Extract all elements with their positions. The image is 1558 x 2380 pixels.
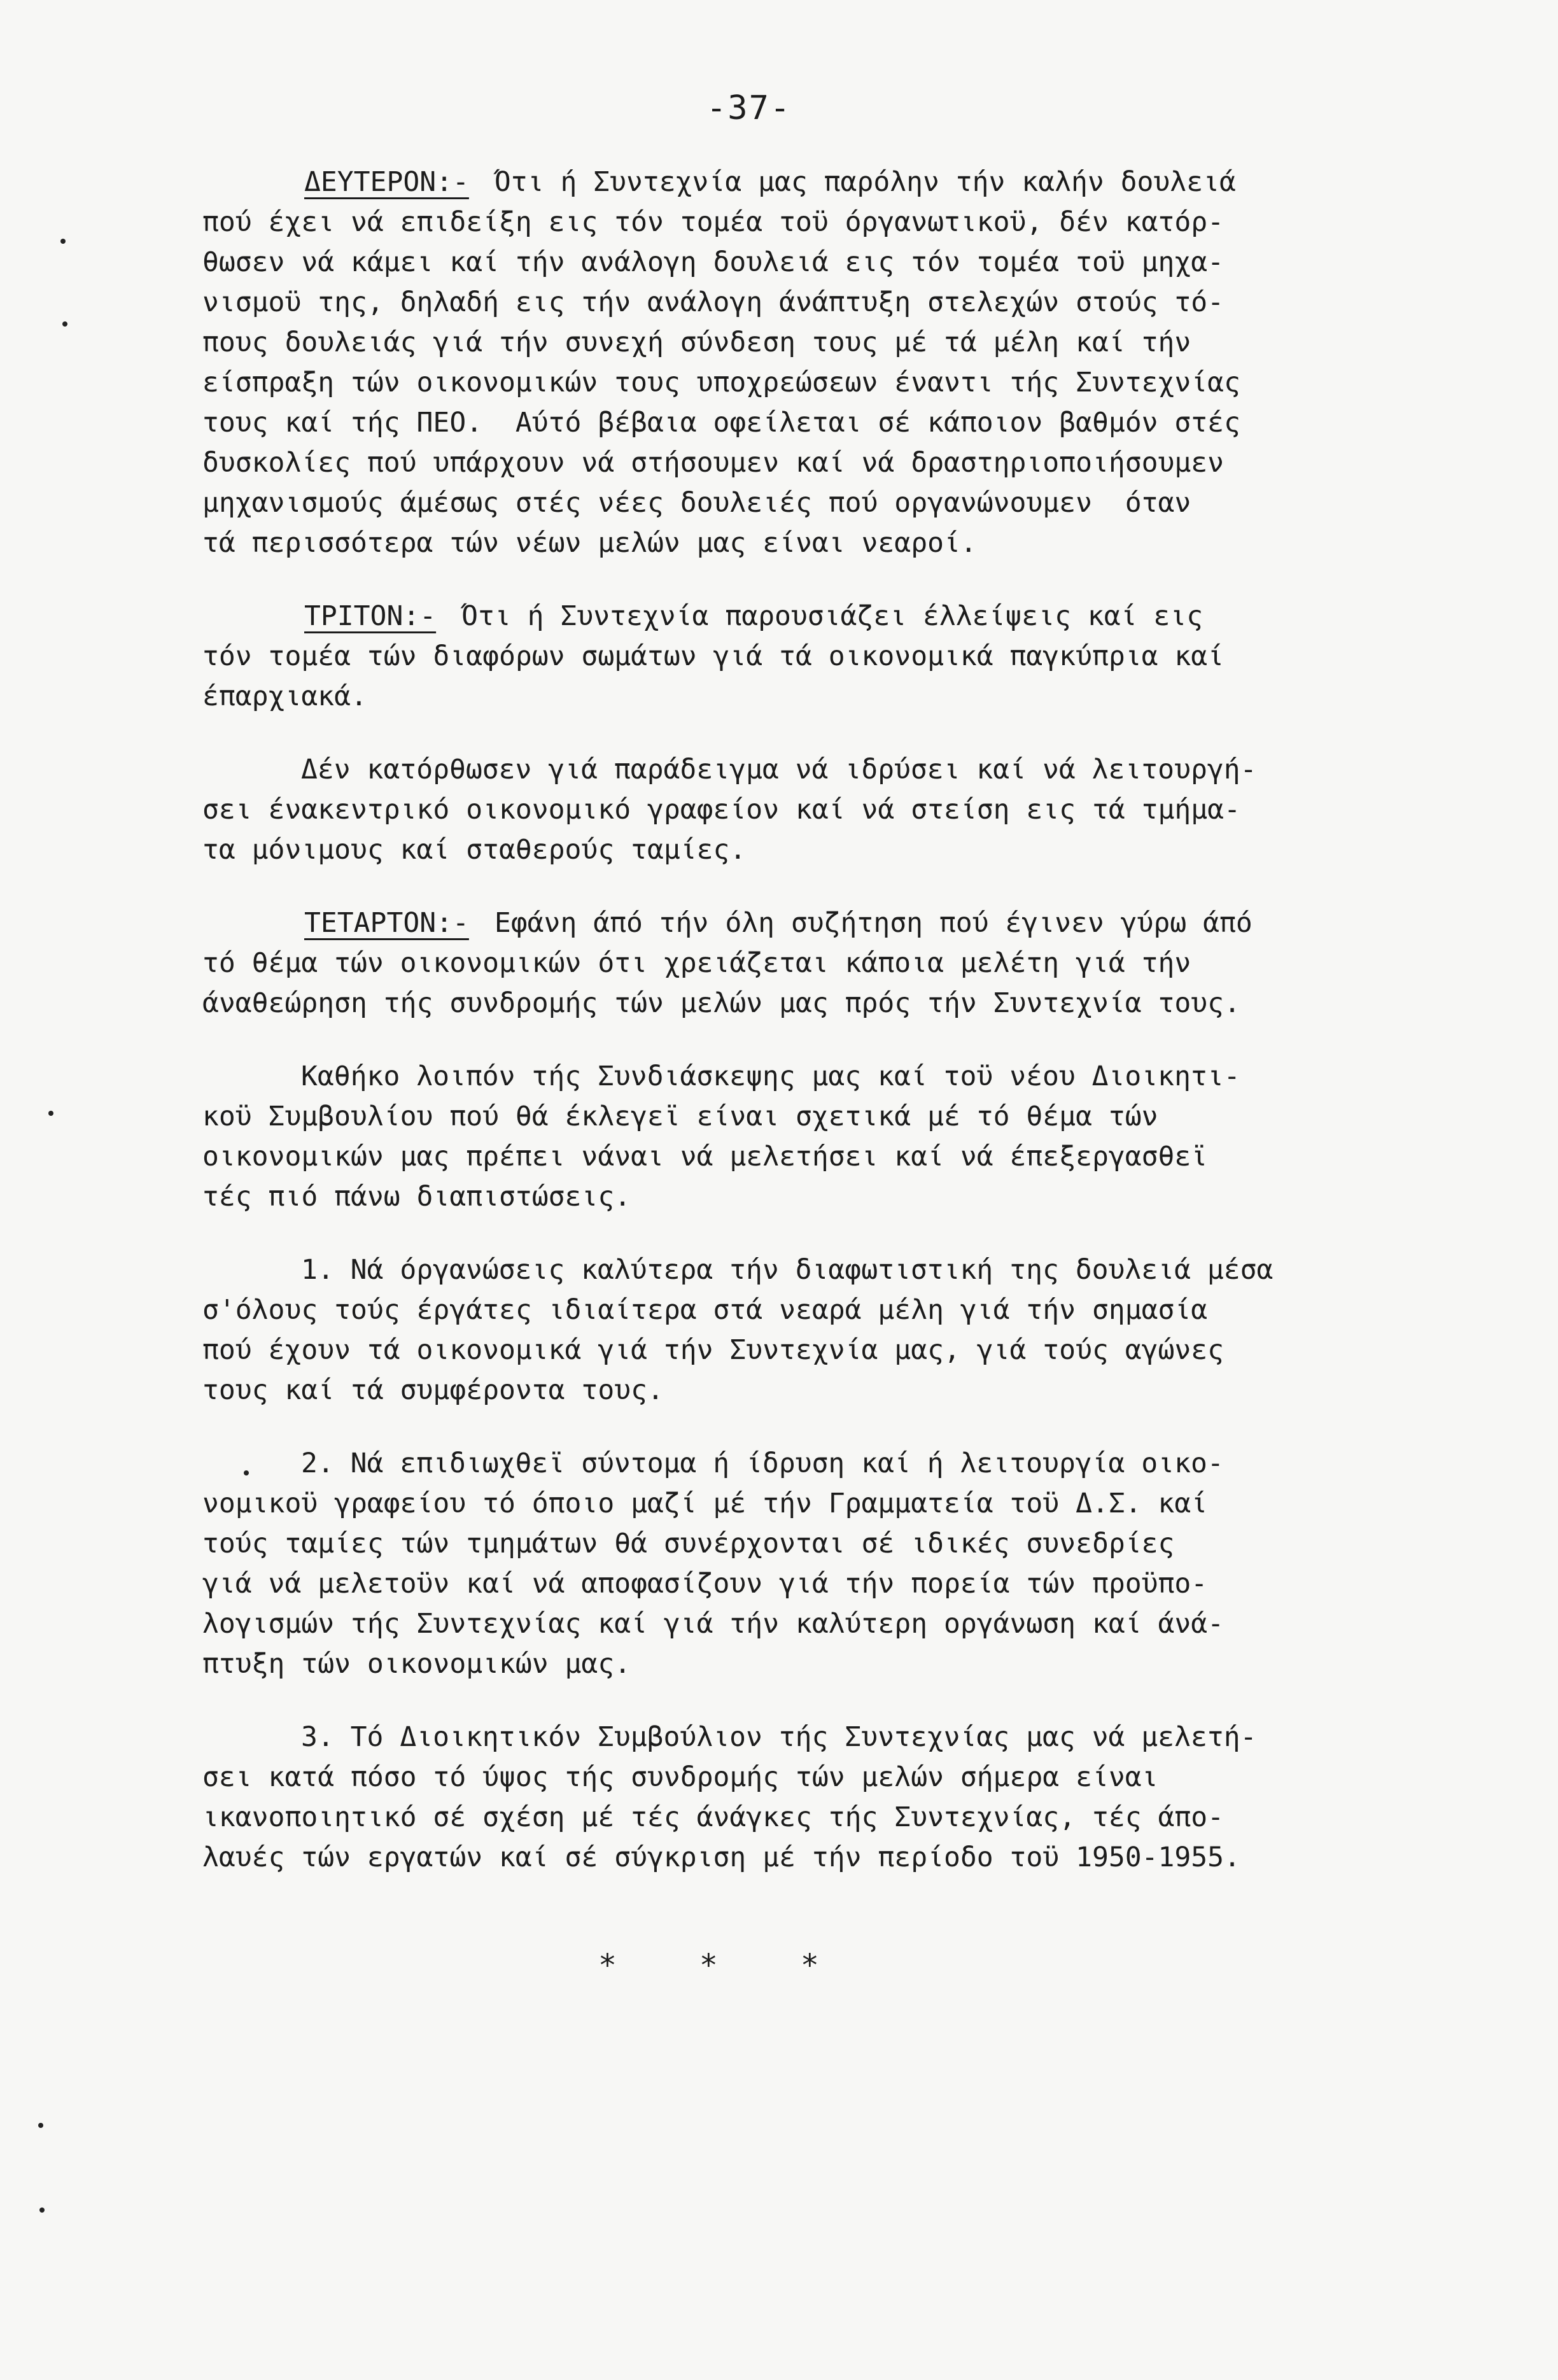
list-item-first-line: 3. Τό Διοικητικόν Συμβούλιον τής Συντεχνίας μας νά μελετή- xyxy=(301,1721,1257,1753)
paragraph-line: τά περισσότερα τών νέων μελών μας είναι νεαροί. xyxy=(202,527,977,559)
paragraph-line: τόν τομέα τών διαφόρων σωμάτων γιά τά οικονομικά παγκύπρια καί xyxy=(202,640,1225,672)
paragraph-line: τους καί τά συμφέροντα τους. xyxy=(202,1374,664,1406)
paragraph-line: νισμοϋ της, δηλαδή εις τήν ανάλογη άνάπτυξη στελεχών στούς τό- xyxy=(202,286,1225,318)
paragraph-line: άναθεώρηση τής συνδρομής τών μελών μας πρός τήν Συντεχνία τους. xyxy=(202,987,1240,1019)
section-first-line: Ότι ή Συντεχνία παρουσιάζει έλλείψεις καί εις xyxy=(461,600,1204,632)
section-third xyxy=(202,596,1469,717)
paragraph-block xyxy=(202,750,1469,870)
section-first-line: Εφάνη άπό τήν όλη συζήτηση πού έγινεν γύρω άπό xyxy=(494,907,1253,939)
section-heading-row xyxy=(202,596,1469,637)
section-first-line: Ότι ή Συντεχνία μας παρόλην τήν καλήν δουλειά xyxy=(494,166,1236,198)
section-heading-row xyxy=(202,903,1469,943)
paragraph-line: πού έχουν τά οικονομικά γιά τήν Συντεχνία μας, γιά τούς αγώνες xyxy=(202,1334,1225,1366)
star-glyph: * xyxy=(598,1948,617,1983)
section-second xyxy=(202,162,1469,563)
list-item-1 xyxy=(202,1250,1469,1411)
scan-speck xyxy=(38,2123,43,2128)
paragraph-line: σει κατά πόσο τό ύψος τής συνδρομής τών μελών σήμερα είναι xyxy=(202,1761,1158,1793)
scan-speck xyxy=(244,1470,249,1475)
list-item-3 xyxy=(202,1717,1469,1878)
section-heading: ΤΡΙΤΟΝ:- xyxy=(304,600,437,632)
page-number: -37- xyxy=(706,89,792,127)
paragraph-line: πτυξη τών οικονομικών μας. xyxy=(202,1648,631,1680)
star-glyph: * xyxy=(699,1948,718,1983)
paragraph-line: πού έχει νά επιδείξη εις τόν τομέα τοϋ όργανωτικοϋ, δέν κατόρ- xyxy=(202,206,1225,238)
paragraph-line: έπαρχιακά. xyxy=(202,680,367,712)
paragraph-line: μηχανισμούς άμέσως στές νέες δουλειές πού οργανώνουμεν όταν xyxy=(202,487,1191,519)
scan-speck xyxy=(62,321,67,327)
list-item-first-line: 1. Νά όργανώσεις καλύτερα τήν διαφωτιστική της δουλειά μέσα xyxy=(301,1254,1274,1286)
section-heading-row xyxy=(202,162,1469,202)
paragraph-line: οικονομικών μας πρέπει νάναι νά μελετήσει καί νά έπεξεργασθεϊ xyxy=(202,1141,1208,1172)
paragraph-line: νομικοϋ γραφείου τό όποιο μαζί μέ τήν Γραμματεία τοϋ Δ.Σ. καί xyxy=(202,1488,1208,1519)
section-heading: ΔΕΥΤΕΡΟΝ:- xyxy=(304,166,469,198)
paragraph-line: πους δουλειάς γιά τήν συνεχή σύνδεση τους μέ τά μέλη καί τήν xyxy=(202,327,1191,358)
paragraph-line: γιά νά μελετοϋν καί νά αποφασίζουν γιά τήν πορεία τών προϋπο- xyxy=(202,1568,1208,1600)
scan-speck xyxy=(39,2207,45,2213)
scan-speck xyxy=(60,239,66,244)
list-item-2 xyxy=(202,1444,1469,1684)
paragraph-line: θωσεν νά κάμει καί τήν ανάλογη δουλειά εις τόν τομέα τοϋ μηχα- xyxy=(202,246,1225,278)
paragraph-line: κοϋ Συμβουλίου πού θά έκλεγεϊ είναι σχετικά μέ τό θέμα τών xyxy=(202,1101,1158,1132)
list-item-first-line: 2. Νά επιδιωχθεϊ σύντομα ή ίδρυση καί ή λειτουργία οικο- xyxy=(301,1447,1224,1479)
paragraph-line: λαυές τών εργατών καί σέ σύγκριση μέ τήν περίοδο τοϋ 1950-1955. xyxy=(202,1841,1240,1873)
scan-speck xyxy=(48,1111,53,1116)
paragraph-line: σ'όλους τούς έργάτες ιδιαίτερα στά νεαρά μέλη γιά τήν σημασία xyxy=(202,1294,1208,1326)
document-body xyxy=(202,162,1469,1911)
section-heading: ΤΕΤΑΡΤΟΝ:- xyxy=(304,907,469,939)
paragraph-line: τό θέμα τών οικονομικών ότι χρειάζεται κάποια μελέτη γιά τήν xyxy=(202,947,1191,979)
paragraph-block xyxy=(202,1057,1469,1217)
paragraph-line: λογισμών τής Συντεχνίας καί γιά τήν καλύτερη οργάνωση καί άνά- xyxy=(202,1608,1225,1640)
paragraph-first-line: Καθήκο λοιπόν τής Συνδιάσκεψης μας καί τοϋ νέου Διοικητι- xyxy=(301,1060,1240,1092)
section-fourth xyxy=(202,903,1469,1024)
section-divider-stars xyxy=(598,1948,902,1983)
paragraph-line: δυσκολίες πού υπάρχουν νά στήσουμεν καί νά δραστηριοποιήσουμεν xyxy=(202,447,1225,479)
paragraph-first-line: Δέν κατόρθωσεν γιά παράδειγμα νά ιδρύσει καί νά λειτουργή- xyxy=(301,754,1257,785)
paragraph-line: είσπραξη τών οικονομικών τους υποχρεώσεων έναντι τής Συντεχνίας xyxy=(202,367,1240,398)
star-glyph: * xyxy=(800,1948,819,1983)
paragraph-line: τους καί τής ΠΕΟ. Αύτό βέβαια οφείλεται σέ κάποιον βαθμόν στές xyxy=(202,407,1240,439)
paragraph-line: τές πιό πάνω διαπιστώσεις. xyxy=(202,1181,631,1213)
paragraph-line: σει ένακεντρικό οικονομικό γραφείον καί νά στείση εις τά τμήμα- xyxy=(202,794,1240,826)
paragraph-line: τα μόνιμους καί σταθερούς ταμίες. xyxy=(202,834,747,866)
paragraph-line: τούς ταμίες τών τμημάτων θά συνέρχονται σέ ιδικές συνεδρίες xyxy=(202,1528,1175,1560)
paragraph-line: ικανοποιητικό σέ σχέση μέ τές άνάγκες τής Συντεχνίας, τές άπο- xyxy=(202,1801,1225,1833)
